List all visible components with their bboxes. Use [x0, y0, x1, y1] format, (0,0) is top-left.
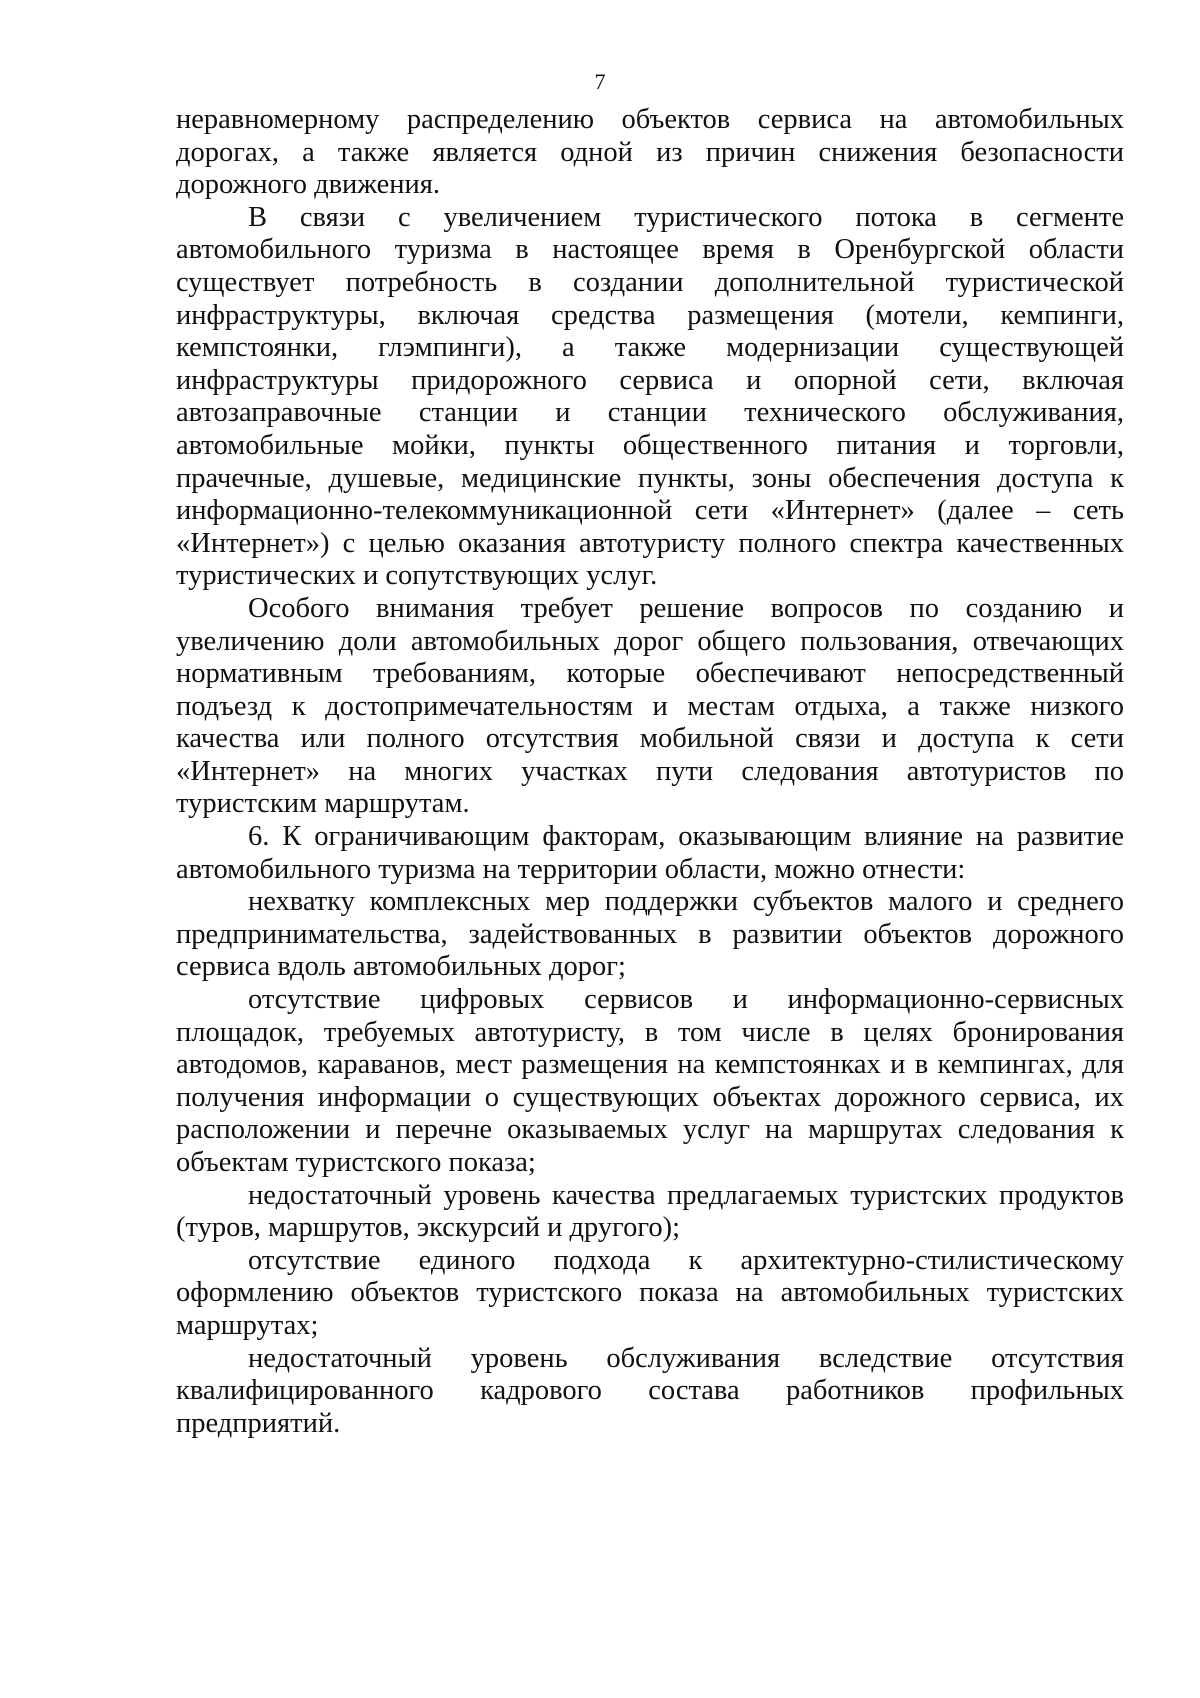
paragraph-limiting-factors: 6. К ограничивающим факторам, оказывающим влияние на развитие автомобильного туризма на территории области, можно отнести: [176, 821, 1124, 885]
list-item-product-quality: недостаточный уровень качества предлагаемых туристских продуктов (туров, маршрутов, экскурсий и другого); [176, 1179, 1124, 1244]
list-item-staff-qualification: недостаточный уровень обслуживания вследствие отсутствия квалифицированного кадрового состава работников профильных предприятий. [176, 1342, 1124, 1439]
paragraph-continuation: неравномерному распределению объектов сервиса на автомобильных дорогах, а также является одной из причин снижения безопасности дорожного движения. [176, 104, 1124, 201]
list-item-digital-services: отсутствие цифровых сервисов и информационно-сервисных площадок, требуемых автотуристу, в том числе в целях бронирования автодомов, караванов, мест размещения на кемпстоянках и в кемпингах, для получения информации о существующих объектах дорожного сервиса, их расположении и перечне оказываемых услуг на маршрутах следования к объектам туристского показа; [176, 984, 1124, 1178]
paragraph-roads-and-connectivity: Особого внимания требует решение вопросов по созданию и увеличению доли автомобильных дорог общего пользования, отвечающих нормативным требованиям, которые обеспечивают непосредственный подъезд к достопримечательностям и местам отдыха, а также низкого качества или полного отсутствия мобильной связи и доступа к сети «Интернет» на многих участках пути следования автотуристов по туристским маршрутам. [176, 592, 1124, 820]
list-item-architectural-design: отсутствие единого подхода к архитектурно-стилистическому оформлению объектов туристского показа на автомобильных туристских маршрутах; [176, 1244, 1124, 1341]
page-number: 7 [594, 69, 606, 94]
list-item-sme-support: нехватку комплексных мер поддержки субъектов малого и среднего предпринимательства, задействованных в развитии объектов дорожного сервиса вдоль автомобильных дорог; [176, 886, 1124, 983]
paragraph-tourism-infrastructure: В связи с увеличением туристического потока в сегменте автомобильного туризма в настоящее время в Оренбургской области существует потребность в создании дополнительной туристической инфраструктуры, включая средства размещения (мотели, кемпинги, кемпстоянки, глэмпинги), а также модернизации существующей инфраструктуры придорожного сервиса и опорной сети, включая автозаправочные станции и станции технического обслуживания, автомобильные мойки, пункты общественного питания и торговли, прачечные, душевые, медицинские пункты, зоны обеспечения доступа к информационно-телекоммуникационной сети «Интернет» (далее – сеть «Интернет») с целью оказания автотуристу полного спектра качественных туристических и сопутствующих услуг. [176, 201, 1124, 592]
document-body [176, 104, 1124, 1440]
